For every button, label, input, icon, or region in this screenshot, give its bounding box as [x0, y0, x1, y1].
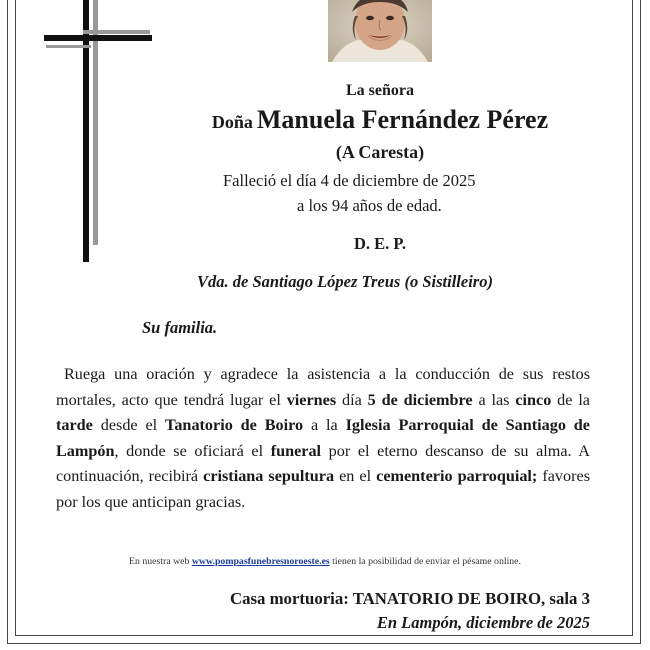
- announcement-text: a las: [472, 390, 516, 409]
- announcement-text: en el: [334, 467, 377, 486]
- announcement-emphasis: cristiana sepultura: [203, 467, 335, 486]
- place-date-line: En Lampón, diciembre de 2025: [376, 613, 590, 632]
- announcement-emphasis: Tanatorio de Boiro: [165, 416, 304, 435]
- nickname: (A Caresta): [335, 142, 425, 162]
- rip-text: D. E. P.: [353, 234, 407, 253]
- announcement-text: desde el: [92, 416, 166, 435]
- announcement-paragraph: [56, 362, 590, 516]
- deceased-name: Manuela Fernández Pérez: [256, 105, 549, 134]
- announcement-text: por el eterno descanso de su alma. A continuación, recibirá: [56, 441, 590, 486]
- cross-icon: [38, 0, 158, 270]
- announcement-text: favores por los que anticipan gracias.: [56, 467, 590, 511]
- announcement-emphasis: 5 de diciembre: [367, 390, 473, 409]
- family-signature: Su familia.: [142, 318, 218, 337]
- announcement-text: de la: [551, 390, 590, 409]
- mortuary-line: Casa mortuoria: TANATORIO DE BOIRO, sala 3: [229, 589, 590, 608]
- web-notice-before: En nuestra web: [129, 556, 192, 567]
- announcement-emphasis: Iglesia Parroquial de Santiago de Lampón: [56, 416, 590, 460]
- name-prefix: Doña: [211, 112, 253, 132]
- death-date-line: Falleció el día 4 de diciembre de 2025: [223, 171, 476, 190]
- announcement-emphasis: tarde: [56, 416, 93, 435]
- age-line: a los 94 años de edad.: [297, 196, 442, 215]
- announcement-text: Ruega una oración y agradece la asistencia a la conducción de sus restos mortales, acto que tendrá lugar el: [56, 365, 590, 409]
- announcement-text: , donde se oficiará el: [114, 441, 271, 460]
- announcement-emphasis: viernes: [286, 390, 337, 409]
- announcement-text: día: [336, 390, 368, 409]
- announcement-text: a la: [303, 416, 346, 435]
- deceased-photo: [328, 0, 432, 62]
- announcement-emphasis: funeral: [270, 441, 322, 460]
- intro-text: La señora: [346, 82, 414, 99]
- announcement-emphasis: cinco: [515, 390, 552, 409]
- web-notice: [0, 556, 650, 567]
- deceased-name-line: [150, 105, 610, 135]
- website-link[interactable]: www.pompasfunebresnoroeste.es: [191, 556, 330, 567]
- web-notice-after: tienen la posibilidad de enviar el pésame online.: [329, 556, 521, 567]
- announcement-emphasis: cementerio parroquial;: [376, 467, 538, 486]
- widow-line: Vda. de Santiago López Treus (o Sistilleiro): [197, 272, 493, 291]
